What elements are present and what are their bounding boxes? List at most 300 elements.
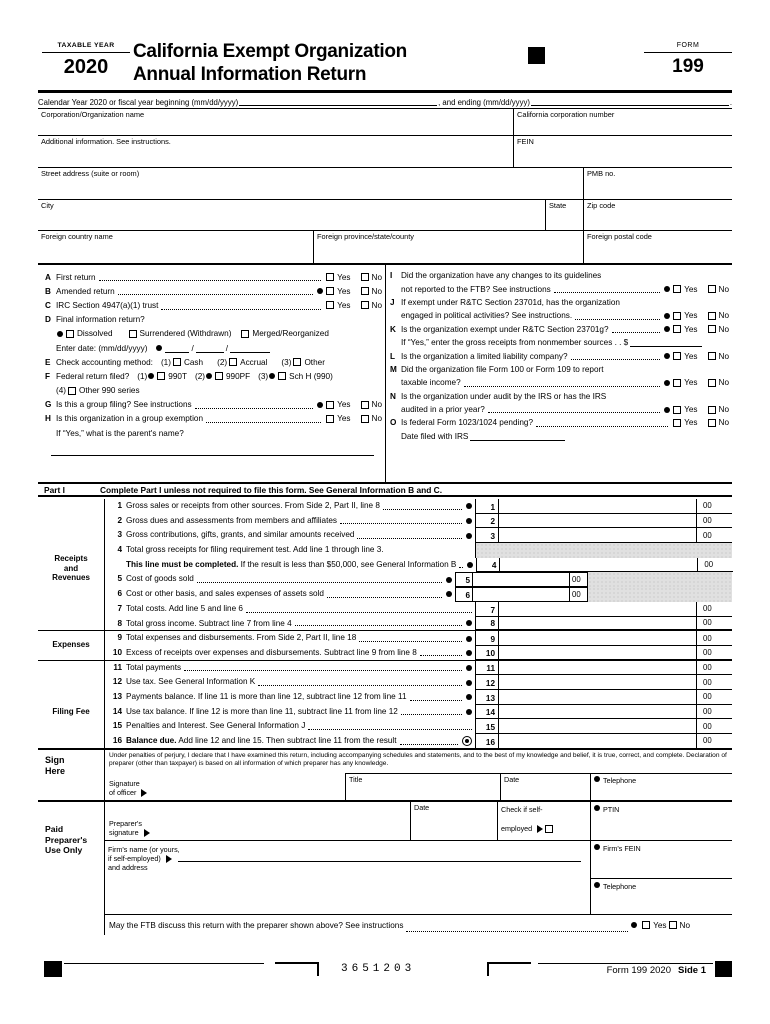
other-990-series-checkbox[interactable] <box>68 387 76 395</box>
line-number: 6 <box>117 589 122 599</box>
dotted-leader <box>184 670 462 671</box>
dotted-leader <box>383 509 462 510</box>
cents-label: 00 <box>696 675 732 690</box>
fill-in-bullet-icon <box>466 709 472 715</box>
fill-in-bullet-icon <box>317 288 323 294</box>
box-number: 2 <box>476 514 499 529</box>
question-m-letter: M <box>390 364 397 374</box>
line-14-amount-field[interactable] <box>499 705 696 720</box>
corner-mark-icon <box>317 962 319 976</box>
question-i-letter: I <box>390 271 393 281</box>
form-990t-checkbox[interactable] <box>157 372 165 380</box>
form-label: FORM <box>644 42 732 53</box>
exempt-23701g-no-checkbox[interactable] <box>708 325 716 333</box>
date-filed-irs-field[interactable] <box>470 440 565 441</box>
cents-label: 00 <box>696 734 732 749</box>
line-number: 13 <box>112 691 122 701</box>
fill-in-bullet-icon <box>466 620 472 626</box>
street-address-field[interactable] <box>38 168 583 199</box>
form-990pf-checkbox[interactable] <box>215 372 223 380</box>
taxable-year-value: 2020 <box>63 56 109 78</box>
question-k-label: Is the organization exempt under R&TC Section 23701g? <box>401 324 609 334</box>
additional-info-label: Additional information. See instructions. <box>41 137 171 146</box>
final-date-day-field[interactable] <box>196 352 224 353</box>
shaded-area <box>588 587 732 602</box>
entity-row-2 <box>38 135 732 167</box>
entity-info-block <box>38 108 732 263</box>
question-g-letter: G <box>45 400 52 410</box>
dotted-leader <box>197 582 442 583</box>
foreign-postal-field[interactable] <box>583 231 732 263</box>
line-number: 4 <box>117 545 122 555</box>
fill-in-bullet-icon <box>446 577 452 583</box>
no-label: No <box>718 418 729 428</box>
telephone-label: Telephone <box>603 882 637 892</box>
part1-row-4-line1 <box>38 543 732 558</box>
fill-in-bullet-icon <box>466 636 472 642</box>
merged-checkbox[interactable] <box>241 330 249 338</box>
line-15-label: Penalties and Interest. See General Information J <box>126 721 306 731</box>
fill-in-bullet-icon <box>317 402 323 408</box>
irc-4947-trust-yes-checkbox[interactable] <box>326 301 334 309</box>
option-2-number: (2) <box>194 371 205 381</box>
corporation-name-field[interactable] <box>38 109 513 135</box>
question-l-letter: L <box>390 351 396 361</box>
registration-square-icon <box>715 961 732 977</box>
cents-label: 00 <box>569 588 587 601</box>
group-filing-no-checkbox[interactable] <box>361 401 369 409</box>
date-filed-irs-label: Date filed with IRS <box>401 431 469 441</box>
dotted-leader <box>118 294 313 295</box>
line-4-label1: Total gross receipts for filing requirement test. Add line 1 through line 3. <box>126 545 384 555</box>
line-1-amount-field[interactable] <box>499 499 696 514</box>
fiscal-begin-date-field[interactable] <box>239 98 437 106</box>
date-separator: / <box>191 343 194 353</box>
dotted-leader <box>258 685 462 686</box>
questions-section <box>38 263 732 482</box>
firm-row <box>105 841 732 915</box>
sch-h-990-checkbox[interactable] <box>278 372 286 380</box>
no-label: No <box>718 284 729 294</box>
final-date-year-field[interactable] <box>230 352 270 353</box>
pmb-field[interactable] <box>583 168 732 199</box>
form-1023-pending-yes-checkbox[interactable] <box>673 419 681 427</box>
city-field[interactable] <box>38 200 545 230</box>
firm-label-3: and address <box>108 863 148 873</box>
fill-in-bullet-icon <box>156 345 162 351</box>
form-id-footer <box>607 965 706 976</box>
fill-in-bullet-icon <box>664 313 670 319</box>
yes-label: Yes <box>684 324 698 334</box>
line-5-amount-field[interactable] <box>473 573 569 586</box>
question-f-label: Federal return filed? <box>56 371 130 381</box>
calendar-end-label: . <box>729 98 732 107</box>
line-number: 3 <box>117 530 122 540</box>
fill-in-bullet-icon <box>664 286 670 292</box>
entity-row-5 <box>38 230 732 263</box>
exempt-23701g-yes-checkbox[interactable] <box>673 325 681 333</box>
cents-label: 00 <box>696 499 732 514</box>
line-12-label: Use tax. See General Information K <box>126 677 256 687</box>
fill-in-bullet-icon <box>594 776 600 782</box>
yes-label: Yes <box>337 286 351 296</box>
question-n-line1 <box>390 390 729 403</box>
group-exemption-no-checkbox[interactable] <box>361 415 369 423</box>
line-4-label2-bold: This line must be completed. <box>126 559 239 569</box>
self-employed-label-1: Check if self- <box>501 805 543 814</box>
question-m-label2: taxable income? <box>401 378 461 388</box>
yes-label: Yes <box>684 351 698 361</box>
line-14-label: Use tax balance. If line 12 is more than line 11, subtract line 11 from line 12 <box>126 706 398 716</box>
state-label: State <box>549 201 567 210</box>
part1-row-15 <box>38 719 732 734</box>
question-k-line1 <box>390 323 729 336</box>
state-field[interactable] <box>545 200 583 230</box>
option-1-number: (1) <box>137 371 148 381</box>
ftb-discuss-yesno <box>640 921 690 930</box>
group-exemption-yes-checkbox[interactable] <box>326 415 334 423</box>
line-11-label: Total payments <box>126 662 182 672</box>
form-100-109-no-checkbox[interactable] <box>708 379 716 387</box>
line-6-amount-field[interactable] <box>473 588 569 601</box>
question-c-yesno <box>324 301 382 310</box>
ftb-discuss-yes-checkbox[interactable] <box>642 921 650 929</box>
cents-label: 00 <box>696 719 732 734</box>
no-label: No <box>718 324 729 334</box>
amended-return-yes-checkbox[interactable] <box>326 287 334 295</box>
expenses-label: Expenses <box>52 640 90 649</box>
other-990-series-label: Other 990 series <box>79 386 140 396</box>
cents-label: 00 <box>696 705 732 720</box>
guideline-changes-yes-checkbox[interactable] <box>673 285 681 293</box>
line-8-amount-field[interactable] <box>499 617 696 631</box>
dotted-leader <box>400 744 458 745</box>
line-1-label: Gross sales or receipts from other sources. From Side 2, Part II, line 8 <box>126 501 380 510</box>
fiscal-end-date-field[interactable] <box>531 98 729 106</box>
guideline-changes-no-checkbox[interactable] <box>708 285 716 293</box>
question-f-letter: F <box>45 371 51 381</box>
dotted-leader <box>571 359 661 360</box>
option-1-number: (1) <box>160 357 171 367</box>
line-2-label: Gross dues and assessments from members and affiliates <box>126 515 337 525</box>
corner-mark-icon <box>487 962 531 964</box>
first-return-no-checkbox[interactable] <box>361 273 369 281</box>
officer-telephone-field[interactable] <box>590 773 732 800</box>
fill-arrow-icon <box>144 829 150 837</box>
firm-fein-field[interactable] <box>591 841 732 879</box>
nonmember-gross-receipts-field[interactable] <box>630 346 702 347</box>
additional-info-field[interactable] <box>38 136 513 167</box>
question-k-letter: K <box>390 324 396 334</box>
parent-name-field[interactable] <box>51 455 374 456</box>
dotted-leader <box>464 386 661 387</box>
question-b <box>45 284 382 298</box>
question-j-label1: If exempt under R&TC Section 23701d, has the organization <box>401 297 620 307</box>
question-a-label: First return <box>56 272 96 282</box>
box-number: 13 <box>476 690 499 705</box>
line-10-amount-field[interactable] <box>499 646 696 660</box>
cents-label: 00 <box>697 558 733 573</box>
final-date-month-field[interactable] <box>165 352 189 353</box>
part1-instruction: Complete Part I unless not required to file this form. See General Information B and C. <box>100 484 443 495</box>
self-employed-checkbox[interactable] <box>545 825 553 833</box>
title-line-1: California Exempt Organization <box>133 41 407 62</box>
yes-label: Yes <box>653 920 667 930</box>
irs-audit-yes-checkbox[interactable] <box>673 406 681 414</box>
question-h-sub <box>45 426 382 440</box>
fill-in-bullet-icon <box>466 665 472 671</box>
fill-in-bullet-icon <box>206 373 212 379</box>
paid-preparer-label: Paid Preparer's Use Only <box>38 802 105 935</box>
box-number: 14 <box>476 705 499 720</box>
footer-rule <box>64 963 264 964</box>
dotted-leader <box>488 412 660 413</box>
fill-in-bullet-icon <box>466 503 472 509</box>
line-8-label: Total gross income. Subtract line 7 from line 4 <box>126 618 292 628</box>
group-filing-yes-checkbox[interactable] <box>326 401 334 409</box>
no-label: No <box>371 300 382 310</box>
fill-in-bullet-icon <box>269 373 275 379</box>
side-number: Side 1 <box>678 965 706 976</box>
zip-field[interactable] <box>583 200 732 230</box>
fill-in-bullet-icon <box>664 326 670 332</box>
box-number: 3 <box>476 528 499 543</box>
calendar-year-line <box>38 95 732 107</box>
parent-name-question-label: If “Yes,” what is the parent's name? <box>56 428 184 438</box>
part1-row-16 <box>38 734 732 749</box>
receipts-revenues-label: Receipts and Revenues <box>52 554 90 582</box>
political-activities-yes-checkbox[interactable] <box>673 312 681 320</box>
llc-no-checkbox[interactable] <box>708 352 716 360</box>
question-i-label1: Did the organization have any changes to its guidelines <box>401 271 602 281</box>
no-label: No <box>718 378 729 388</box>
fill-in-bullet-icon <box>594 844 600 850</box>
first-return-yes-checkbox[interactable] <box>326 273 334 281</box>
dotted-leader <box>575 319 660 320</box>
question-h-label: Is this organization in a group exemption <box>56 414 204 424</box>
question-a-letter: A <box>45 272 51 282</box>
cents-label: 00 <box>569 573 587 586</box>
part1-row-9 <box>38 631 732 646</box>
line-11-amount-field[interactable] <box>499 661 696 676</box>
line-2-amount-field[interactable] <box>499 514 696 529</box>
yes-label: Yes <box>684 418 698 428</box>
question-j-line1 <box>390 296 729 309</box>
corner-mark-icon <box>275 962 319 964</box>
form-1023-pending-no-checkbox[interactable] <box>708 419 716 427</box>
surrendered-label: Surrendered (Withdrawn) <box>139 329 232 339</box>
dotted-leader <box>357 538 462 539</box>
title-label: Title <box>349 775 363 785</box>
irc-4947-trust-no-checkbox[interactable] <box>361 301 369 309</box>
question-i-line2 <box>390 282 729 295</box>
part1-row-8 <box>38 617 732 632</box>
option-3-number: (3) <box>281 357 292 367</box>
preparer-signature-field[interactable] <box>105 802 410 840</box>
line-number: 15 <box>112 721 122 731</box>
preparer-date-field[interactable] <box>410 802 497 840</box>
dotted-leader <box>195 408 314 409</box>
no-label: No <box>371 272 382 282</box>
line-16-amount-field[interactable] <box>499 734 696 749</box>
box-number: 8 <box>476 617 499 631</box>
dissolved-checkbox[interactable] <box>66 330 74 338</box>
accrual-label: Accrual <box>240 357 268 367</box>
amended-return-no-checkbox[interactable] <box>361 287 369 295</box>
irs-audit-no-checkbox[interactable] <box>708 406 716 414</box>
form-number: 199 <box>672 56 704 77</box>
foreign-country-field[interactable] <box>38 231 313 263</box>
question-g <box>45 398 382 412</box>
fill-in-bullet-icon <box>466 533 472 539</box>
footer-rule <box>538 963 713 964</box>
part1-row-11 <box>38 661 732 676</box>
question-i-line1 <box>390 269 729 282</box>
page-footer <box>38 958 732 984</box>
form-100-109-yes-checkbox[interactable] <box>673 379 681 387</box>
foreign-province-field[interactable] <box>313 231 583 263</box>
line-3-amount-field[interactable] <box>499 528 696 543</box>
line-number: 12 <box>112 677 122 687</box>
officer-signature-row <box>105 773 732 800</box>
line-3-label: Gross contributions, gifts, grants, and similar amounts received <box>126 530 355 540</box>
question-h-letter: H <box>45 414 51 424</box>
question-g-yesno <box>324 400 382 409</box>
question-k-sub <box>390 336 729 349</box>
ftb-discuss-label: May the FTB discuss this return with the preparer shown above? See instructions <box>109 920 404 930</box>
dotted-leader <box>308 729 472 730</box>
dotted-leader <box>327 597 442 598</box>
question-j-line2 <box>390 309 729 322</box>
question-n-label1: Is the organization under audit by the IRS or has the IRS <box>401 391 607 401</box>
preparer-signature-row <box>105 802 732 841</box>
no-label: No <box>371 414 382 424</box>
line-4-amount-field[interactable] <box>500 558 697 573</box>
officer-signature-field[interactable] <box>105 773 345 800</box>
dotted-leader <box>206 422 321 423</box>
fein-field[interactable] <box>513 136 732 167</box>
accrual-method-checkbox[interactable] <box>229 358 237 366</box>
question-h <box>45 412 382 426</box>
officer-date-field[interactable] <box>500 773 590 800</box>
fill-in-bullet-icon <box>466 650 472 656</box>
zip-label: Zip code <box>587 201 616 210</box>
line-12-amount-field[interactable] <box>499 675 696 690</box>
questions-left-column <box>38 265 385 482</box>
corner-mark-icon <box>487 962 489 976</box>
yes-label: Yes <box>337 400 351 410</box>
dotted-leader <box>99 280 322 281</box>
line-number: 14 <box>112 706 122 716</box>
signature-label-2: of officer <box>109 787 137 797</box>
part1-row-2 <box>38 514 732 529</box>
enter-date-label: Enter date: (mm/dd/yyyy) <box>56 343 148 353</box>
other-method-checkbox[interactable] <box>293 358 301 366</box>
question-j-letter: J <box>390 297 395 307</box>
form-990t-label: 990T <box>168 371 187 381</box>
line-number: 7 <box>117 603 122 613</box>
fill-arrow-icon <box>537 825 543 833</box>
question-l <box>390 349 729 362</box>
line-4-label2-rest: If the result is less than $50,000, see General Information B <box>238 559 457 569</box>
paid-preparer-body <box>105 802 732 935</box>
dotted-leader <box>161 309 321 310</box>
firm-name-line[interactable] <box>178 854 581 862</box>
firm-telephone-field[interactable] <box>591 879 732 914</box>
box-number: 16 <box>476 734 499 749</box>
box-number: 6 <box>456 588 473 601</box>
fill-in-bullet-icon <box>446 591 452 597</box>
question-f-line2 <box>45 384 382 398</box>
line-16-label-bold: Balance due. <box>126 736 177 745</box>
ftb-discuss-row <box>105 915 732 935</box>
dotted-leader <box>554 292 660 293</box>
option-4-number: (4) <box>56 386 67 396</box>
form-id-text: Form 199 2020 <box>606 965 671 976</box>
box-number: 11 <box>476 661 499 676</box>
llc-yes-checkbox[interactable] <box>673 352 681 360</box>
line-15-amount-field[interactable] <box>499 719 696 734</box>
corporation-name-label: Corporation/Organization name <box>41 110 145 119</box>
line-number: 8 <box>117 618 122 628</box>
cents-label: 00 <box>696 646 732 660</box>
question-n-letter: N <box>390 391 396 401</box>
line-number: 10 <box>112 647 122 657</box>
yes-label: Yes <box>684 378 698 388</box>
self-employed-label-2: employed <box>501 824 533 833</box>
line-13-amount-field[interactable] <box>499 690 696 705</box>
surrendered-checkbox[interactable] <box>129 330 137 338</box>
sch-h-990-label: Sch H (990) <box>289 371 333 381</box>
cash-method-checkbox[interactable] <box>173 358 181 366</box>
page-title <box>133 40 407 86</box>
dotted-leader <box>612 332 661 333</box>
question-e <box>45 355 382 369</box>
dotted-leader <box>401 714 462 715</box>
fill-arrow-icon <box>166 855 172 863</box>
line-9-label: Total expenses and disbursements. From Side 2, Part II, line 18 <box>126 633 357 643</box>
question-o-letter: O <box>390 418 397 428</box>
question-f <box>45 369 382 383</box>
fill-in-bullet-icon <box>467 562 473 568</box>
part1-header <box>38 482 732 497</box>
firm-name-field[interactable] <box>105 841 590 914</box>
officer-title-field[interactable] <box>345 773 500 800</box>
date-separator: / <box>225 343 229 353</box>
ftb-discuss-no-checkbox[interactable] <box>669 921 677 929</box>
sign-here-body <box>105 750 732 800</box>
fill-arrow-icon <box>141 789 147 797</box>
line-13-label: Payments balance. If line 11 is more than line 12, subtract line 12 from line 11 <box>126 691 407 701</box>
preparer-sig-label-2: signature <box>109 827 139 837</box>
dotted-leader <box>246 612 472 613</box>
part1-row-12 <box>38 675 732 690</box>
part1-table <box>38 497 732 748</box>
line-9-amount-field[interactable] <box>499 631 696 646</box>
question-c-label: IRC Section 4947(a)(1) trust <box>56 300 159 310</box>
political-activities-no-checkbox[interactable] <box>708 312 716 320</box>
question-d-letter: D <box>45 315 51 325</box>
foreign-province-label: Foreign province/state/county <box>317 232 414 241</box>
firm-right-column <box>590 841 732 914</box>
question-d-label: Final information return? <box>56 315 145 325</box>
entity-row-1 <box>38 108 732 135</box>
ca-corp-number-field[interactable] <box>513 109 732 135</box>
line-7-amount-field[interactable] <box>499 602 696 617</box>
other-label: Other <box>304 357 325 367</box>
line-number: 1 <box>117 501 122 510</box>
ptin-field[interactable] <box>590 802 732 840</box>
